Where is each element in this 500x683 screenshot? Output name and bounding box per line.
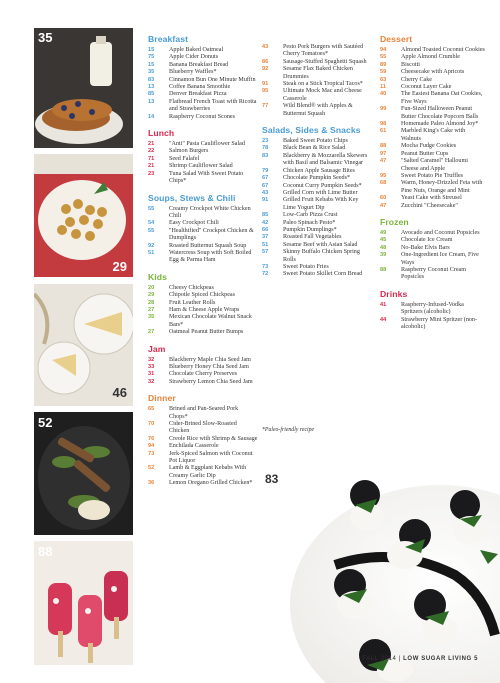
popsicles-illustration (34, 541, 133, 665)
recipe-page-number: 73 (262, 263, 269, 270)
photo-page-number: 83 (265, 472, 279, 486)
recipe-name: Brined and Pan-Seared Pork Chops* (169, 406, 239, 420)
recipe-entry (380, 128, 486, 143)
recipe-page-number: 59 (380, 69, 387, 76)
recipe-entry (262, 153, 372, 168)
recipe-name: Roasted Fall Vegetables (283, 234, 342, 241)
recipe-entry (380, 158, 486, 173)
kebabs-illustration (34, 412, 133, 535)
footer-magazine: LOW SUGAR LIVING (403, 656, 472, 662)
section-title: Frozen (380, 216, 409, 227)
recipe-page-number: 92 (262, 66, 269, 73)
recipe-name: Chocolate Ice Cream (401, 237, 453, 244)
recipe-name: Coffee Banana Smoothie (169, 84, 231, 91)
recipe-entry (262, 145, 372, 152)
recipe-page-number: 47 (380, 202, 387, 209)
recipe-name: Pesto Pork Burgers with Sautéed Cherry Tomatoes* (283, 44, 364, 58)
section-breakfast (148, 34, 258, 121)
section-title: Lunch (148, 128, 175, 139)
recipe-name: Seed Falafel (169, 155, 200, 162)
recipe-page-number: 31 (148, 371, 155, 378)
recipe-page-number: 92 (148, 242, 155, 249)
recipe-name: Fruit Leather Rolls (169, 299, 216, 306)
recipe-page-number: 63 (380, 76, 387, 83)
recipe-entry (148, 54, 258, 61)
recipe-entry (148, 292, 258, 299)
section-title: Soups, Stews & Chili (148, 192, 236, 203)
recipe-name: Peanut Butter Cups (401, 150, 449, 157)
recipe-entry (148, 364, 258, 371)
recipe-page-number: 32 (148, 378, 155, 385)
recipe-page-number: 88 (380, 143, 387, 150)
recipe-page-number: 27 (148, 306, 155, 313)
recipe-entry (262, 271, 372, 278)
recipe-entry (380, 180, 486, 195)
recipe-page-number: 67 (262, 175, 269, 182)
recipe-name: Grilled Corn with Lime Butter (283, 189, 358, 196)
recipe-entry (148, 141, 258, 148)
recipe-name: Blackberry Maple Chia Seed Jam (169, 356, 251, 363)
recipe-name: Cheesy Chickpeas (169, 284, 214, 291)
recipe-page-number: 32 (148, 356, 155, 363)
recipe-page-number: 39 (380, 252, 387, 259)
recipe-page-number: 91 (262, 197, 269, 204)
recipe-name: Chipotle Spiced Chickpeas (169, 292, 236, 299)
recipe-entry (380, 267, 486, 282)
recipe-entry (262, 190, 372, 197)
section-dessert (380, 34, 486, 210)
recipe-entry (380, 84, 486, 91)
recipe-entry (380, 77, 486, 84)
recipe-entry (262, 168, 372, 175)
recipe-name: Homemade Paleo Almond Joy* (401, 121, 479, 128)
recipe-entry (262, 234, 372, 241)
recipe-entry (148, 465, 258, 480)
section-title: Salads, Sides & Snacks (262, 125, 361, 136)
blackberry-skewers-illustration (255, 455, 500, 683)
recipe-name: Mexican Chocolate Walnut Snack Bars* (169, 314, 252, 328)
recipe-name: One-Ingredient Ice Cream, Five Ways (401, 252, 479, 266)
recipe-name: Raspberry Coconut Cream Popsicles (401, 266, 466, 281)
recipe-name: Wild Blend® with Apples & Butternut Squash (283, 103, 353, 117)
recipe-entry (380, 230, 486, 237)
recipe-name: Pumpkin Dumplings* (283, 226, 337, 233)
recipe-name: Chicken Apple Sausage Bites (283, 167, 355, 174)
recipe-name: Grilled Fruit Kebabs With Key Lime Yogurt Dip (283, 197, 359, 211)
section-drinks (380, 289, 486, 332)
section-title: Jam (148, 343, 166, 354)
recipe-page-number: 36 (148, 480, 155, 487)
recipe-entry (262, 264, 372, 271)
recipe-entry (148, 148, 258, 155)
recipe-entry (262, 212, 372, 219)
section-kids (148, 272, 258, 337)
recipe-page-number: 48 (380, 244, 387, 251)
recipe-page-number: 76 (148, 435, 155, 442)
recipe-page-number: 44 (380, 316, 387, 323)
recipe-name: Avocado and Coconut Popsicles (401, 229, 480, 236)
recipe-page-number: 78 (262, 145, 269, 152)
recipe-page-number: 73 (148, 450, 155, 457)
photo-page-number: 52 (38, 415, 53, 430)
recipe-name: Sausage-Stuffed Spaghetti Squash (283, 58, 367, 65)
recipe-page-number: 55 (148, 205, 155, 212)
recipe-entry (262, 220, 372, 227)
recipe-page-number: 65 (148, 406, 155, 413)
recipe-entry (148, 171, 258, 186)
recipe-name: Paleo Spinach Pesto* (283, 219, 336, 226)
recipe-page-number: 52 (148, 465, 155, 472)
recipe-entry (380, 69, 486, 76)
recipe-name: Warm, Honey-Drizzled Feta with Pine Nuts, Orange and Mint (401, 180, 483, 194)
photo-page-number: 35 (38, 30, 53, 45)
recipe-name: Coconut Curry Pumpkin Seeds* (283, 182, 362, 189)
recipe-name: Blackberry & Mozzarella Skewers with Basil and Balsamic Vinegar (283, 152, 368, 167)
recipe-entry (262, 197, 372, 212)
recipe-name: Sweet Potato Pie Truffles (401, 172, 464, 179)
recipe-entry (148, 307, 258, 314)
section-dinner-continued (262, 44, 372, 118)
section-lunch (148, 128, 258, 185)
recipe-page-number: 43 (262, 189, 269, 196)
recipe-name: Jerk-Spiced Salmon with Coconut Pot Liquor (169, 450, 253, 465)
recipe-entry (380, 47, 486, 54)
recipe-name: Strawberry Mint Spritzer (non-alcoholic) (401, 316, 477, 330)
recipe-name: Denver Breakfast Pizza (169, 91, 227, 98)
recipe-entry (148, 406, 258, 421)
recipe-name: Lemon Oregano Grilled Chicken* (169, 480, 253, 487)
recipe-page-number: 85 (262, 212, 269, 219)
recipe-entry (262, 175, 372, 182)
recipe-entry (148, 443, 258, 450)
recipe-page-number: 60 (380, 195, 387, 202)
section-title: Drinks (380, 288, 408, 299)
recipe-name: Easy Crockpot Chili (169, 220, 219, 227)
recipe-name: Banana Breakfast Bread (169, 61, 229, 68)
recipe-name: Steak on a Stick Tropical Tacos* (283, 81, 363, 88)
recipe-entry (380, 317, 486, 332)
index-column-1 (148, 34, 258, 488)
recipe-page-number: 47 (380, 158, 387, 165)
recipe-page-number: 20 (148, 284, 155, 291)
recipe-name: Yeast Cake with Streusel (401, 195, 462, 202)
recipe-name: Marbled King's Cake with Walnuts (401, 128, 466, 142)
recipe-page-number: 55 (380, 54, 387, 61)
photo-waffles (34, 28, 133, 148)
recipe-name: Sweet Potato Skillet Corn Bread (283, 271, 363, 278)
recipe-entry (148, 421, 258, 436)
recipe-name: Apple Cider Donuts (169, 54, 219, 61)
footer-issue: FALL 2014 (362, 656, 397, 662)
recipe-page-number: 94 (148, 443, 155, 450)
recipe-entry (148, 285, 258, 292)
recipe-entry (262, 88, 372, 103)
recipe-name: Low-Carb Pizza Crust (283, 212, 338, 219)
recipe-name: Almond Toasted Coconut Cookies (401, 47, 485, 53)
recipe-entry (148, 300, 258, 307)
recipe-name: Roasted Butternut Squash Soup (169, 242, 247, 249)
recipe-entry (148, 329, 258, 336)
recipe-entry (148, 69, 258, 76)
recipe-entry (148, 314, 258, 329)
recipe-page-number: 66 (262, 226, 269, 233)
section-title: Dessert (380, 34, 413, 44)
recipe-entry (148, 436, 258, 443)
recipe-entry (148, 357, 258, 364)
recipe-name: Baked Sweet Potato Chips (283, 138, 348, 145)
recipe-page-number: 75 (148, 54, 155, 61)
recipe-entry (262, 227, 372, 234)
recipe-entry (262, 81, 372, 88)
recipe-name: Oatmeal Peanut Butter Bumps (169, 329, 244, 336)
recipe-page-number: 88 (380, 266, 387, 273)
recipe-name: Creamy Crockpot White Chicken Chili (169, 205, 251, 219)
recipe-entry (380, 151, 486, 158)
paleo-footnote: *Paleo-friendly recipe (262, 427, 315, 433)
recipe-name: Zucchini "Cheesecake" (401, 202, 458, 209)
recipe-name: Apple Almond Crumble (401, 54, 460, 61)
recipe-entry (262, 103, 372, 118)
recipe-name: Coconut Layer Cake (401, 84, 452, 91)
recipe-entry (380, 143, 486, 150)
recipe-page-number: 85 (148, 91, 155, 98)
recipe-name: Chocolate Pumpkin Seeds* (283, 175, 351, 182)
recipe-entry (262, 183, 372, 190)
recipe-entry (380, 91, 486, 106)
recipe-page-number: 67 (262, 182, 269, 189)
waffles-illustration (34, 28, 133, 148)
recipe-page-number: 98 (380, 121, 387, 128)
recipe-name: Fun-Sized Halloween Peanut Butter Chocolate Popcorn Balls (401, 106, 479, 120)
recipe-entry (262, 138, 372, 145)
recipe-entry (148, 114, 258, 121)
recipe-entry (148, 99, 258, 114)
recipe-name: Chocolate Cherry Preserves (169, 371, 238, 378)
recipe-page-number: 35 (148, 69, 155, 76)
recipe-page-number: 21 (148, 141, 155, 148)
recipe-page-number: 28 (148, 299, 155, 306)
recipe-entry (262, 66, 372, 81)
recipe-name: Black Bean & Rice Salad (283, 145, 346, 152)
recipe-name: Cinnamon Bun One Minute Muffin (169, 76, 256, 83)
recipe-page-number: 99 (380, 106, 387, 113)
recipe-name: Raspberry-Infused-Vodka Spritzers (alcoholic) (401, 301, 464, 316)
recipe-name: Salmon Burgers (169, 148, 209, 155)
recipe-name: Mocha Fudge Cookies (401, 143, 457, 150)
photo-chickpeas (34, 154, 133, 277)
recipe-page-number: 51 (148, 249, 155, 256)
recipe-page-number: 11 (380, 84, 386, 91)
footer-page-number: 5 (474, 656, 478, 662)
recipe-entry (148, 91, 258, 98)
index-column-3 (380, 34, 486, 331)
recipe-name: "Anti" Pasta Cauliflower Salad (169, 141, 245, 148)
recipe-name: Sweet Potato Fries (283, 263, 329, 270)
recipe-entry (262, 59, 372, 66)
recipe-name: "Healthified" Crockpot Chicken & Dumplings (169, 227, 254, 242)
recipe-page-number: 33 (148, 364, 155, 370)
recipe-page-number: 95 (262, 88, 269, 95)
recipe-page-number: 70 (148, 421, 155, 428)
recipe-name: Watercress Soup with Soft Boiled Egg & Parma Ham (169, 249, 252, 264)
recipe-entry (262, 44, 372, 59)
recipe-page-number: 27 (148, 329, 155, 336)
recipe-name: Enchilada Casserole (169, 443, 219, 450)
recipe-entry (148, 371, 258, 378)
section-jam (148, 344, 258, 387)
recipe-entry (148, 220, 258, 227)
section-title: Dinner (148, 393, 176, 404)
recipe-entry (380, 203, 486, 210)
recipe-page-number: 14 (148, 113, 155, 120)
recipe-page-number: 42 (262, 219, 269, 226)
recipe-name: Raspberry Coconut Scones (169, 113, 236, 120)
section-title: Breakfast (148, 34, 189, 44)
recipe-name: Flatbread French Toast with Ricotta and Strawberries (169, 98, 257, 113)
recipe-page-number: 72 (262, 271, 269, 278)
recipe-page-number: 79 (262, 167, 269, 174)
recipe-page-number: 68 (380, 180, 387, 187)
photo-cheesecake (34, 284, 133, 406)
recipe-name: Shrimp Cauliflower Salad (169, 163, 233, 170)
recipe-page-number: 13 (148, 98, 155, 105)
recipe-entry (380, 62, 486, 69)
recipe-entry (380, 302, 486, 317)
recipe-page-number: 35 (148, 314, 155, 321)
recipe-name: Cider-Brined Slow-Roasted Chicken (169, 421, 237, 435)
photo-blackberry-skewers (255, 455, 500, 683)
recipe-name: The Easiest Banana Oat Cookies, Five Ways (401, 91, 483, 105)
photo-kebabs (34, 412, 133, 535)
recipe-name: Apple Baked Oatmeal (169, 47, 224, 53)
recipe-entry (380, 195, 486, 202)
section-soups (148, 193, 258, 265)
recipe-entry (380, 173, 486, 180)
recipe-page-number: 22 (148, 148, 155, 155)
recipe-page-number: 37 (262, 234, 269, 241)
recipe-page-number: 77 (262, 103, 269, 110)
recipe-page-number: 40 (380, 91, 387, 98)
recipe-entry (380, 106, 486, 121)
recipe-name: Ultimate Mock Mac and Cheese Casserole (283, 88, 362, 102)
recipe-page-number: 49 (380, 229, 387, 236)
index-column-2 (262, 44, 372, 279)
recipe-page-number: 23 (262, 138, 269, 145)
recipe-entry (148, 163, 258, 170)
recipe-page-number: 89 (380, 61, 387, 68)
recipe-page-number: 15 (148, 47, 155, 53)
recipe-name: Ham & Cheese Apple Wraps (169, 306, 240, 313)
recipe-page-number: 83 (262, 152, 269, 159)
recipe-page-number: 45 (380, 237, 387, 244)
recipe-entry (148, 480, 258, 487)
recipe-name: "Salted Caramel" Halloumi Cheese and Apple (401, 158, 468, 172)
recipe-page-number: 71 (148, 155, 155, 162)
recipe-page-number: 23 (148, 170, 155, 177)
recipe-entry (148, 47, 258, 54)
recipe-name: Biscotti (401, 61, 420, 68)
recipe-page-number: 55 (148, 227, 155, 234)
recipe-page-number: 51 (262, 241, 269, 248)
recipe-entry (380, 237, 486, 244)
recipe-entry (148, 206, 258, 221)
photo-page-number: 46 (112, 385, 127, 400)
recipe-page-number: 41 (380, 301, 387, 308)
recipe-entry (148, 243, 258, 250)
recipe-page-number: 95 (380, 172, 387, 179)
recipe-name: Sesame Beef with Asian Salad (283, 241, 358, 248)
recipe-page-number: 54 (148, 220, 155, 227)
recipe-entry (380, 54, 486, 61)
recipe-page-number: 43 (262, 44, 269, 50)
section-title: Kids (148, 271, 168, 282)
recipe-name: Blueberry Waffles* (169, 69, 217, 76)
recipe-entry (148, 379, 258, 386)
recipe-entry (148, 228, 258, 243)
photo-page-number: 88 (38, 544, 53, 559)
recipe-page-number: 13 (148, 84, 155, 91)
recipe-name: Strawberry Lemon Chia Seed Jam (169, 378, 253, 385)
recipe-page-number: 97 (380, 150, 387, 157)
recipe-name: Skinny Buffalo Chicken Spring Rolls (283, 249, 360, 263)
recipe-page-number: 86 (262, 58, 269, 65)
recipe-page-number: 29 (148, 292, 155, 299)
section-salads (262, 125, 372, 279)
recipe-entry (380, 245, 486, 252)
recipe-entry (148, 77, 258, 84)
recipe-page-number: 91 (262, 81, 269, 88)
recipe-page-number: 15 (148, 61, 155, 68)
recipe-page-number: 94 (380, 47, 387, 53)
section-dinner (148, 393, 258, 487)
page-footer: FALL 2014 | LOW SUGAR LIVING 5 (362, 656, 478, 662)
recipe-page-number: 21 (148, 163, 155, 170)
recipe-name: Lamb & Eggplant Kebabs With Creamy Garlic Dip (169, 465, 247, 479)
photo-popsicles (34, 541, 133, 665)
recipe-page-number: 57 (262, 249, 269, 256)
recipe-entry (380, 121, 486, 128)
recipe-name: Creole Rice with Shrimp & Sausage (169, 435, 258, 442)
recipe-entry (148, 451, 258, 466)
recipe-name: Sesame Flax Baked Chicken Drummies (283, 66, 353, 80)
recipe-entry (262, 249, 372, 264)
recipe-name: Cheesecake with Apricots (401, 69, 465, 76)
section-frozen (380, 217, 486, 282)
recipe-page-number: 61 (380, 128, 387, 135)
photo-page-number: 29 (112, 259, 127, 274)
recipe-page-number: 83 (148, 76, 155, 83)
recipe-name: Cherry Cake (401, 76, 432, 83)
recipe-entry (148, 250, 258, 265)
recipe-entry (380, 252, 486, 267)
recipe-name: Tuna Salad With Sweet Potato Chips* (169, 170, 244, 185)
recipe-name: Blueberry Honey Chia Seed Jam (169, 364, 249, 370)
recipe-name: No-Bake Elvis Bars (401, 244, 450, 251)
